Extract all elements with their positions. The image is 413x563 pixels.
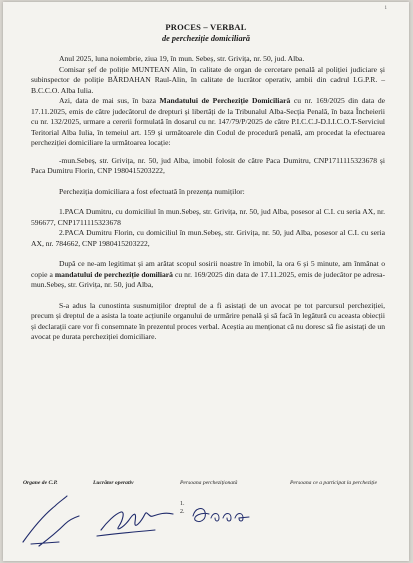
organ-cp-label: Organe de C.P. xyxy=(23,480,58,486)
participant-label: Persoana ce a participat la percheziție xyxy=(290,480,377,486)
lucrator-operativ-label: Lucrător operativ xyxy=(93,480,134,486)
signature-line-1: 1. xyxy=(180,501,185,507)
legit-text-b: cu nr. 169/2025 din data de 17.11.2025, emis de judecător pe adresa- mun.Sebeș, str. Grivița, nr. 50, jud Alba, xyxy=(31,269,385,289)
paragraph-presence: Percheziția domiciliara a fost efectuată în prezența numiților: xyxy=(59,186,245,196)
document-title: PROCES – VERBAL xyxy=(165,22,247,32)
signature-line-2: 2. xyxy=(180,509,185,515)
paragraph-address: -mun.Sebeș, str. Grivița, nr. 50, jud Alba, imobil folosit de către Paca Dumitru, CNP1711115323678 și Paca Dumitru Florin, CNP 1980415203222, xyxy=(31,155,385,175)
page-number: 1 xyxy=(384,6,387,11)
paragraph-person-1: 1.PACA Dumitru, cu domiciliul în mun.Sebeș, str. Grivița, nr. 50, jud Alba, posesor al C.I. cu seria AX, nr. 596677, CNP1711115323678 xyxy=(31,207,385,227)
document-subtitle: de percheziție domiciliară xyxy=(161,34,251,43)
persoana-perchezitionata-label: Persoana percheziționată xyxy=(180,480,238,486)
lucrator-signature xyxy=(93,500,178,545)
paragraph-legitimation xyxy=(31,259,385,291)
document-page xyxy=(3,2,409,561)
legit-text-a: După ce ne-am legitimat și am arătat scopul sosirii noastre în imobil, la ora 6 și 5 minute, am înmânat o copie a xyxy=(31,259,385,279)
signature-numbers xyxy=(180,500,185,516)
paragraph-officers: Comisar șef de poliție MUNTEAN Alin, în calitate de organ de cercetare penală al poliției judiciare și subinspector de poliție BĂRDAHAN Raul-Alin, în calitate de lucrător operativ, ambii din cadrul I.G.P.R. – B.C.C.O. Alba Iulia. xyxy=(31,64,385,95)
organ-signature xyxy=(19,488,89,550)
paragraph-rights: S-a adus la cunostinta susnumiților dreptul de a fi asistați de un avocat pe tot parcursul percheziției, precum și dreptul de a asista la toate acțiunile organului de urmărire penală și să facă în legătură cu aceasta obiecții și declarații care vor fi consemnate în prezentul proces verbal. Aceștia au menționat că nu doresc să fie asistați de un avocat pe durata percheziției domiciliare. xyxy=(31,300,385,341)
signature-section xyxy=(13,480,399,555)
mandate-text-a: Azi, data de mai sus, în baza xyxy=(59,96,160,105)
mandate-copy-title: mandatului de percheziție domiliară xyxy=(54,269,173,279)
mandate-text-b: cu nr. 169/2025 din data de 17.11.2025, emis de către judecătorul de drepturi și libertăți de la Tribunalul Alba-Secția Penală, în baza Încheierii cu nr. 132/2025, urmare a cererii formulată în dosarul cu nr. 147/79/P/2025 de către P.I.C.C.J-D.I.I.C.O.T-Serviciul Teritorial Alba Iulia, în temeiul art. 159 și următoarele din Codul de procedură penală, am procedat la efectuarea percheziției domiciliare la următoarea locație: xyxy=(31,96,385,147)
persoana-signature xyxy=(189,502,259,528)
document-body xyxy=(31,54,385,343)
mandate-title: Mandatului de Percheziție Domiciliară xyxy=(159,96,291,105)
paragraph-person-2: 2.PACA Dumitru Florin, cu domiciliul în mun.Sebeș, str. Grivița, nr. 50, jud Alba, posesor al C.I. cu seria AX, nr. 784662, CNP 1980415203222, xyxy=(31,228,385,248)
paragraph-date-location: Anul 2025, luna noiembrie, ziua 19, în mun. Sebeș, str. Grivița, nr. 50, jud. Alba. xyxy=(59,54,305,63)
paragraph-mandate xyxy=(31,96,385,149)
